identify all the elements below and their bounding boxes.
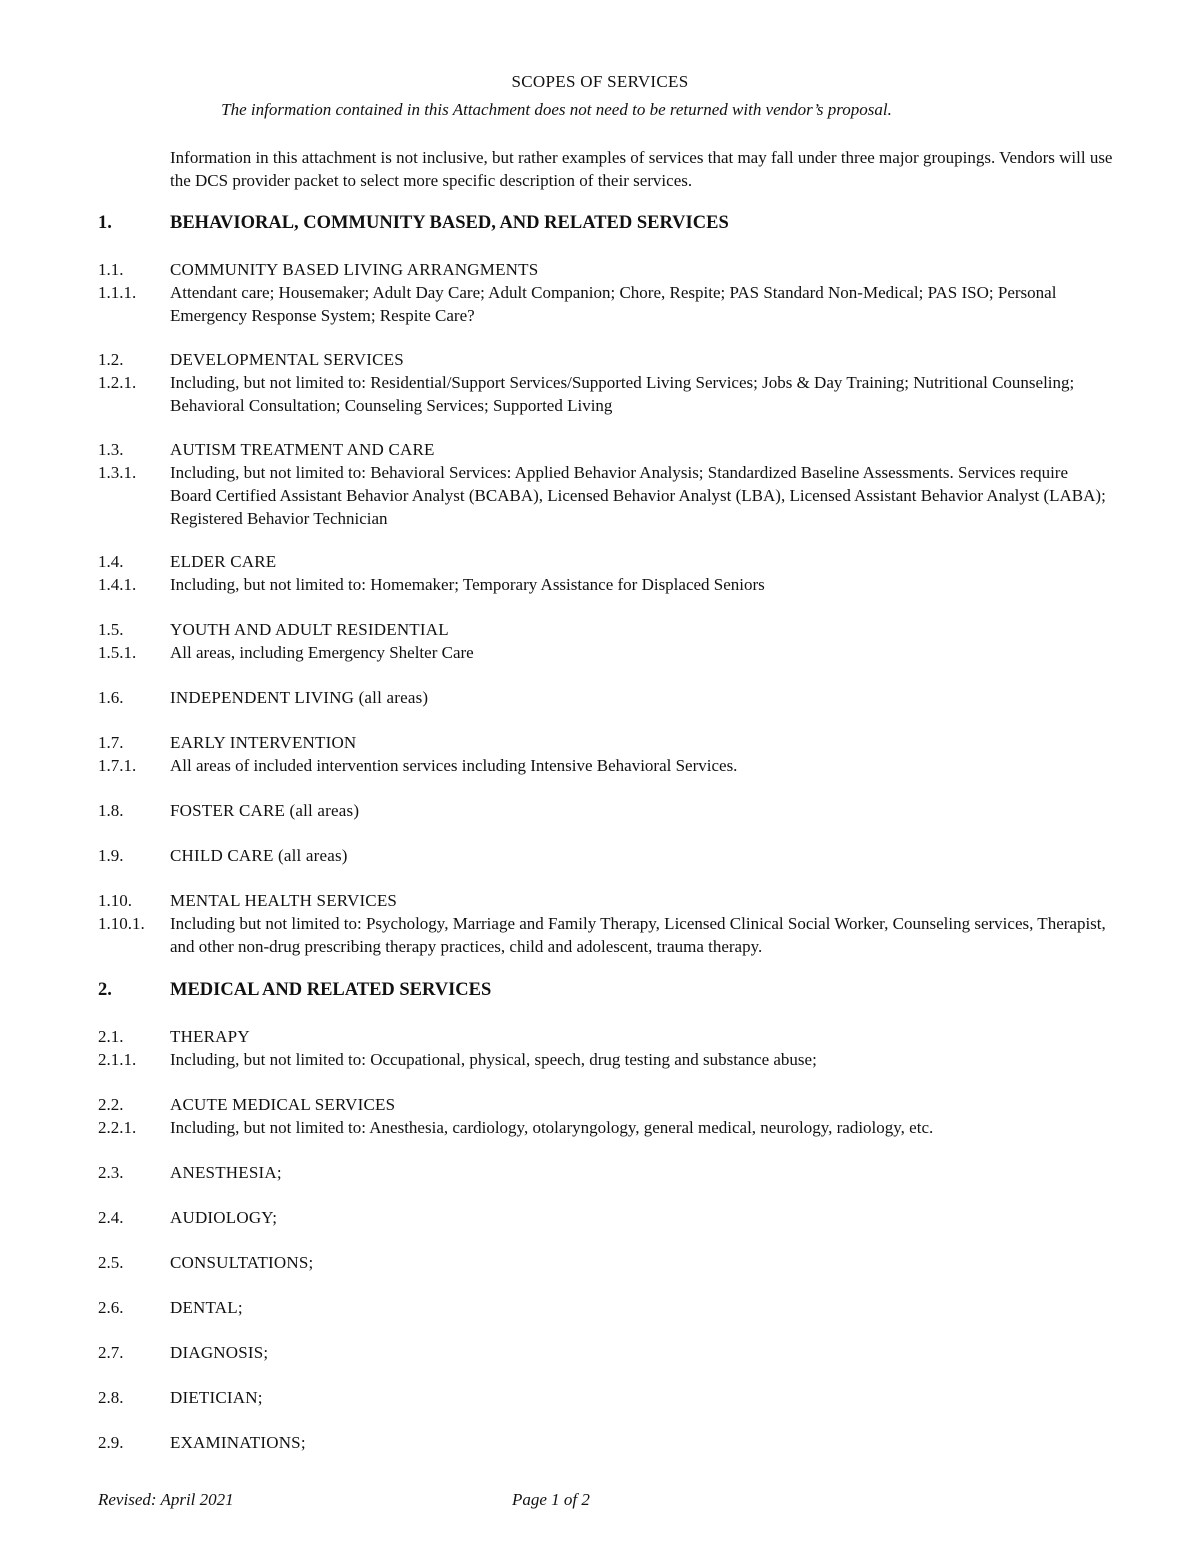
detail-text: Including but not limited to: Psychology, Marriage and Family Therapy, Licensed Clinical Social Worker, Counseling services, Therapist, and other non-drug prescribing therapy practices, child and adolescent, trauma therapy. xyxy=(170,914,1106,956)
document-subtitle: The information contained in this Attachment does not need to be returned with vendor’s proposal. xyxy=(221,100,892,119)
subsection-detail xyxy=(98,641,1108,664)
section-title: BEHAVIORAL, COMMUNITY BASED, AND RELATED SERVICES xyxy=(170,213,729,233)
subsection-number: 2.3. xyxy=(98,1163,124,1182)
subsection-title: ACUTE MEDICAL SERVICES xyxy=(170,1095,396,1114)
subsection-number: 1.5. xyxy=(98,620,124,639)
detail-number: 2.2.1. xyxy=(98,1118,137,1137)
subsection-title: THERAPY xyxy=(170,1027,250,1046)
section-number: 2. xyxy=(98,980,112,1000)
subsection-title: MENTAL HEALTH SERVICES xyxy=(170,891,398,910)
subsection-detail xyxy=(98,1116,1108,1139)
subsection-heading xyxy=(98,1206,1108,1229)
footer-revised: Revised: April 2021 xyxy=(98,1490,234,1509)
detail-text: Including, but not limited to: Homemaker; Temporary Assistance for Displaced Seniors xyxy=(170,575,765,594)
subsection-number: 2.1. xyxy=(98,1027,124,1046)
detail-number: 1.10.1. xyxy=(98,914,145,933)
subsection-number: 1.4. xyxy=(98,552,124,571)
subsection-number: 2.7. xyxy=(98,1343,124,1362)
subsection-detail xyxy=(98,573,1108,596)
subsection-number: 2.2. xyxy=(98,1095,124,1114)
subsection-heading xyxy=(98,550,1108,573)
subsection-heading xyxy=(98,1093,1108,1116)
footer-page-number: Page 1 of 2 xyxy=(512,1490,590,1509)
subsection-heading xyxy=(98,348,1108,371)
detail-text: Including, but not limited to: Anesthesia, cardiology, otolaryngology, general medical, neurology, radiology, etc. xyxy=(170,1118,934,1137)
detail-text: Attendant care; Housemaker; Adult Day Care; Adult Companion; Chore, Respite; PAS Standard Non-Medical; PAS ISO; Personal Emergency Response System; Respite Care? xyxy=(170,283,1057,325)
document-title: SCOPES OF SERVICES xyxy=(511,72,689,91)
subsection-title: DIAGNOSIS; xyxy=(170,1343,269,1362)
subsection-heading xyxy=(98,1161,1108,1184)
subsection-number: 2.6. xyxy=(98,1298,124,1317)
subsection-number: 1.6. xyxy=(98,688,124,707)
detail-text: Including, but not limited to: Occupational, physical, speech, drug testing and substance abuse; xyxy=(170,1050,817,1069)
subsection-title: CONSULTATIONS; xyxy=(170,1253,314,1272)
subsection-heading xyxy=(98,618,1108,641)
subsection-number: 2.8. xyxy=(98,1388,124,1407)
subsection-number: 1.1. xyxy=(98,260,124,279)
subsection-title: CHILD CARE (all areas) xyxy=(170,846,348,865)
intro-paragraph xyxy=(170,146,1115,192)
subsection-detail xyxy=(98,754,1108,777)
detail-number: 1.3.1. xyxy=(98,463,137,482)
detail-text: All areas of included intervention services including Intensive Behavioral Services. xyxy=(170,756,738,775)
subsection-title: FOSTER CARE (all areas) xyxy=(170,801,360,820)
section-heading-2 xyxy=(98,979,1108,1002)
subsection-number: 1.7. xyxy=(98,733,124,752)
subsection-heading xyxy=(98,1296,1108,1319)
subsection-heading xyxy=(98,799,1108,822)
subsection-detail xyxy=(98,1048,1108,1071)
detail-number: 1.5.1. xyxy=(98,643,137,662)
subsection-number: 1.8. xyxy=(98,801,124,820)
subsection-detail xyxy=(98,371,1108,417)
subsection-number: 2.9. xyxy=(98,1433,124,1452)
subsection-number: 1.2. xyxy=(98,350,124,369)
subsection-number: 2.4. xyxy=(98,1208,124,1227)
subsection-detail xyxy=(98,461,1108,530)
subsection-title: DEVELOPMENTAL SERVICES xyxy=(170,350,404,369)
subsection-title: COMMUNITY BASED LIVING ARRANGMENTS xyxy=(170,260,539,279)
subsection-number: 1.3. xyxy=(98,440,124,459)
subsection-heading xyxy=(98,1386,1108,1409)
subsection-detail xyxy=(98,912,1108,958)
subsection-title: INDEPENDENT LIVING (all areas) xyxy=(170,688,429,707)
subsection-title: EARLY INTERVENTION xyxy=(170,733,357,752)
subsection-number: 2.5. xyxy=(98,1253,124,1272)
subsection-heading xyxy=(98,438,1108,461)
subsection-heading xyxy=(98,258,1108,281)
subsection-title: ANESTHESIA; xyxy=(170,1163,282,1182)
detail-number: 1.4.1. xyxy=(98,575,137,594)
subsection-heading xyxy=(98,889,1108,912)
subsection-title: AUTISM TREATMENT AND CARE xyxy=(170,440,435,459)
subsection-heading xyxy=(98,844,1108,867)
subsection-detail xyxy=(98,281,1108,327)
detail-text: Including, but not limited to: Residential/Support Services/Supported Living Services; Jobs & Day Training; Nutritional Counseling; Behavioral Consultation; Counseling Services; Supported Living xyxy=(170,373,1075,415)
subsection-title: DENTAL; xyxy=(170,1298,243,1317)
intro-text: Information in this attachment is not inclusive, but rather examples of services that may fall under three major groupings. Vendors will use the DCS provider packet to select more specific description of their services. xyxy=(170,148,1113,190)
detail-text: Including, but not limited to: Behavioral Services: Applied Behavior Analysis; Standardized Baseline Assessments. Services require Board Certified Assistant Behavior Analyst (BCABA), Licensed Behavior Analyst (LBA), Licensed Assistant Behavior Analyst (LABA); Registered Behavior Technician xyxy=(170,463,1106,528)
subsection-heading xyxy=(98,1431,1108,1454)
subsection-heading xyxy=(98,686,1108,709)
subsection-title: YOUTH AND ADULT RESIDENTIAL xyxy=(170,620,449,639)
subsection-number: 1.10. xyxy=(98,891,132,910)
subsection-title: ELDER CARE xyxy=(170,552,277,571)
section-number: 1. xyxy=(98,213,112,233)
detail-number: 2.1.1. xyxy=(98,1050,137,1069)
detail-number: 1.2.1. xyxy=(98,373,137,392)
subsection-heading xyxy=(98,731,1108,754)
subsection-title: EXAMINATIONS; xyxy=(170,1433,306,1452)
subsection-number: 1.9. xyxy=(98,846,124,865)
detail-number: 1.1.1. xyxy=(98,283,137,302)
subsection-title: DIETICIAN; xyxy=(170,1388,263,1407)
detail-text: All areas, including Emergency Shelter Care xyxy=(170,643,474,662)
section-title: MEDICAL AND RELATED SERVICES xyxy=(170,980,492,1000)
subsection-title: AUDIOLOGY; xyxy=(170,1208,278,1227)
subsection-heading xyxy=(98,1251,1108,1274)
section-heading-1 xyxy=(98,212,1108,235)
subsection-heading xyxy=(98,1025,1108,1048)
detail-number: 1.7.1. xyxy=(98,756,137,775)
subsection-heading xyxy=(98,1341,1108,1364)
